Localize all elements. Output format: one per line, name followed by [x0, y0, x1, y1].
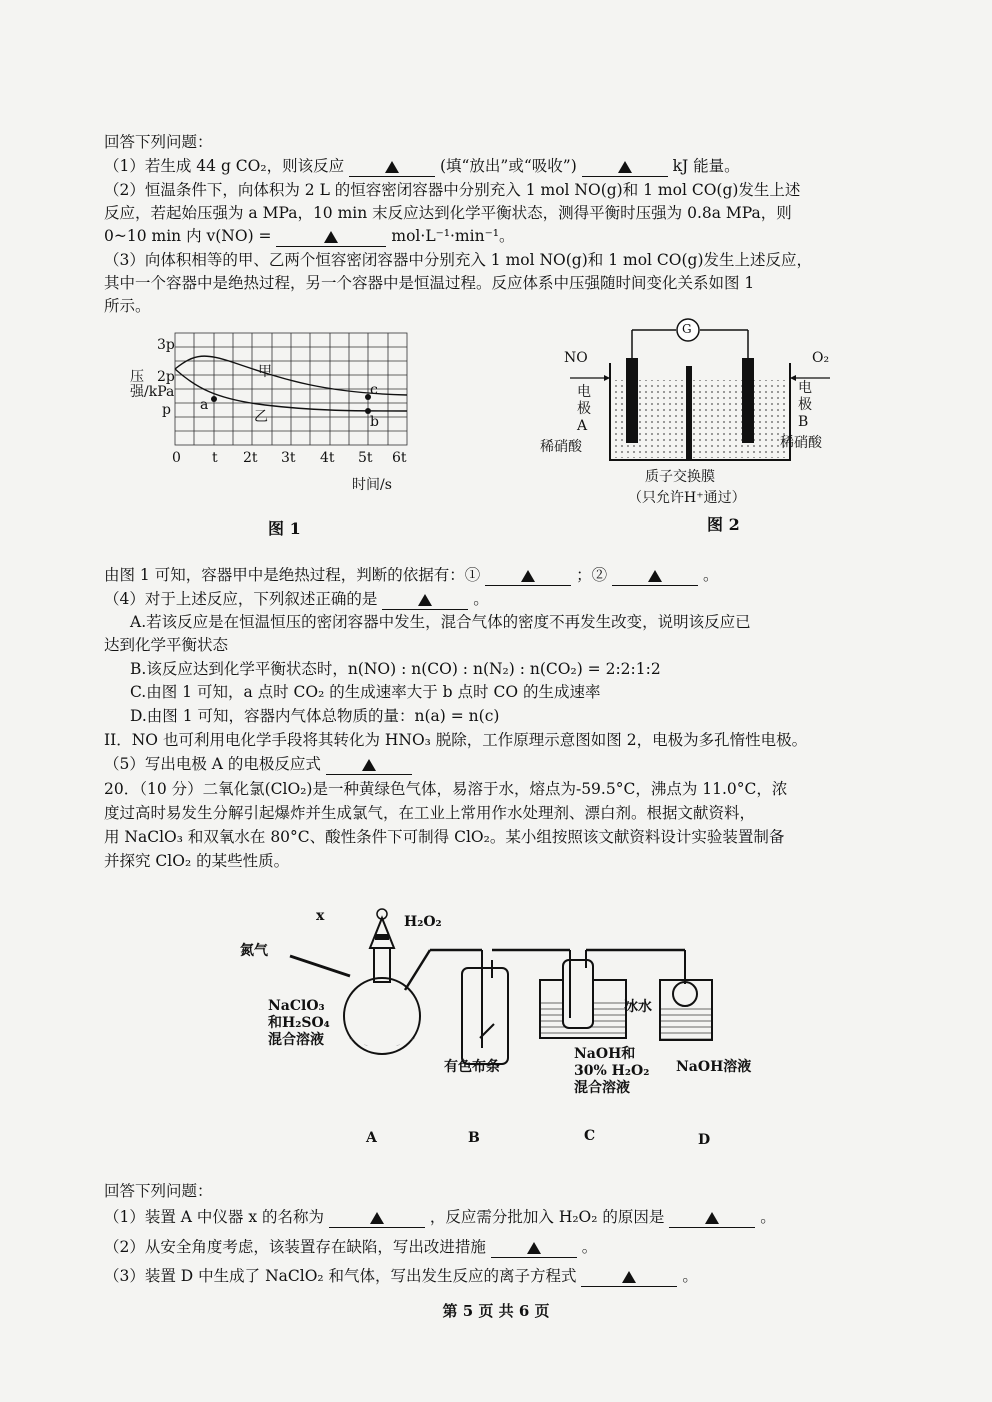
judge-line: 由图 1 可知，容器甲中是绝热过程，判断的依据有：① ；② 。	[104, 566, 719, 584]
label-b: b	[370, 414, 379, 430]
electrolyte	[615, 380, 785, 458]
membrane-label: 质子交换膜	[645, 469, 715, 485]
reagent-c-label: NaOH和 30% H₂O₂ 混合溶液	[574, 1046, 650, 1096]
electrode-a-label: 电 极 A	[577, 384, 591, 434]
question-2-line-1: （2）恒温条件下，向体积为 2 L 的恒容密闭容器中分别充入 1 mol NO(g)和 1 mol CO(g)发生上述	[104, 181, 801, 199]
proton-membrane	[686, 366, 692, 460]
page-footer: 第 5 页 共 6 页	[442, 1302, 550, 1320]
question-20-line-2: 度过高时易发生分解引起爆炸并生成氯气，在工业上常用作水处理剂、漂白剂。根据文献资料，	[104, 804, 756, 822]
apparatus-diagram	[230, 898, 790, 1078]
triangle-icon	[648, 570, 662, 582]
answer-blank[interactable]	[581, 1266, 677, 1287]
triangle-icon	[418, 594, 432, 606]
triangle-icon	[527, 1242, 541, 1254]
triangle-icon	[622, 1271, 636, 1283]
option-b: B.该反应达到化学平衡状态时，n(NO) : n(CO) : n(N₂) : n(CO₂) = 2:2:1:2	[130, 660, 661, 678]
question-4: （4）对于上述反应，下列叙述正确的是 。	[104, 590, 489, 608]
triangle-icon	[521, 570, 535, 582]
triangle-icon	[705, 1212, 719, 1224]
electrode-a	[626, 358, 638, 443]
left-solution-label: 稀硝酸	[540, 439, 582, 455]
xtick-5t: 5t	[358, 450, 373, 466]
funnel-x	[370, 918, 394, 948]
apparatus-label-c: C	[584, 1128, 596, 1144]
question-20-line-3: 用 NaClO₃ 和双氧水在 80°C、酸性条件下可制得 ClO₂。某小组按照该文献资料设计实验装置制备	[104, 828, 785, 846]
apparatus-label-b: B	[468, 1130, 480, 1146]
label-yi: 乙	[254, 409, 268, 425]
membrane-note: （只允许H⁺通过）	[628, 490, 746, 506]
label-c: c	[370, 382, 378, 398]
ice-water-label: 冰水	[624, 999, 652, 1015]
answer-blank[interactable]	[485, 565, 571, 586]
answer-blank[interactable]	[491, 1237, 577, 1258]
ytick-p: p	[162, 402, 171, 418]
apparatus-label-d: D	[698, 1132, 711, 1148]
question-2-line-2: 反应，若起始压强为 a MPa，10 min 末反应达到化学平衡状态，测得平衡时压强为 0.8a MPa，则	[104, 204, 792, 222]
option-a-line-1: A.若该反应是在恒温恒压的密闭容器中发生，混合气体的密度不再发生改变，说明该反应已	[130, 613, 751, 631]
xtick-0: 0	[172, 450, 181, 466]
meter-label: G	[682, 322, 692, 336]
right-solution-label: 稀硝酸	[780, 435, 822, 451]
electrode-b	[742, 358, 754, 443]
question-1: （1）若生成 44 g CO₂，则该反应 (填“放出”或“吸收”) kJ 能量。	[104, 157, 740, 175]
answer-blank[interactable]	[382, 589, 468, 610]
left-gas-label: NO	[564, 350, 588, 366]
flask-a	[344, 978, 420, 1054]
funnel-d	[673, 982, 697, 1006]
option-d: D.由图 1 可知，容器内气体总物质的量：n(a) = n(c)	[130, 707, 500, 725]
reagent-a-label: NaClO₃ 和H₂SO₄ 混合溶液	[268, 998, 330, 1048]
answer-blank[interactable]	[582, 156, 668, 177]
option-a-line-2: 达到化学平衡状态	[104, 636, 229, 654]
question-2-line-3: 0~10 min 内 v(NO) = mol·L⁻¹·min⁻¹。	[104, 227, 515, 245]
sub-question-1: （1）装置 A 中仪器 x 的名称为 ，反应需分批加入 H₂O₂ 的原因是 。	[104, 1208, 776, 1226]
x-axis-label: 时间/s	[352, 477, 392, 493]
electrode-b-label: 电 极 B	[798, 380, 812, 430]
apparatus-label-a: A	[366, 1130, 377, 1146]
question-20-line-1: 20．（10 分）二氧化氯(ClO₂)是一种黄绿色气体，易溶于水，熔点为-59.5°C，沸点为 11.0°C，浓	[104, 780, 788, 798]
answer-blank[interactable]	[612, 565, 698, 586]
answer-blank[interactable]	[669, 1207, 755, 1228]
triangle-icon	[618, 161, 632, 173]
answer-blank[interactable]	[349, 156, 435, 177]
part-2-text: II．NO 也可利用电化学手段将其转化为 HNO₃ 脱除，工作原理示意图如图 2，电极为多孔惰性电极。	[104, 731, 808, 749]
question-20-line-4: 并探究 ClO₂ 的某些性质。	[104, 852, 290, 870]
intro-text: 回答下列问题：	[104, 133, 213, 151]
figure-2-caption: 图 2	[707, 515, 740, 534]
sub-question-3: （3）装置 D 中生成了 NaClO₂ 和气体，写出发生反应的离子方程式 。	[104, 1267, 698, 1285]
question-3-line-1: （3）向体积相等的甲、乙两个恒容密闭容器中分别充入 1 mol NO(g)和 1 mol CO(g)发生上述反应，	[104, 251, 812, 269]
right-gas-label: O₂	[812, 350, 830, 366]
tube-c	[563, 960, 593, 1028]
xtick-t: t	[212, 450, 218, 466]
h2o2-label: H₂O₂	[404, 914, 442, 930]
point-a	[211, 396, 217, 402]
intro-2-text: 回答下列问题：	[104, 1182, 213, 1200]
sub-question-2: （2）从安全角度考虑，该装置存在缺陷，写出改进措施 。	[104, 1238, 598, 1256]
triangle-icon	[362, 759, 376, 771]
xtick-4t: 4t	[320, 450, 335, 466]
triangle-icon	[324, 231, 338, 243]
ytick-3p: 3p	[157, 337, 175, 353]
answer-blank[interactable]	[329, 1207, 425, 1228]
cloth-label: 有色布条	[444, 1059, 500, 1075]
question-3-line-3: 所示。	[104, 297, 151, 315]
bottle-b	[462, 968, 508, 1064]
x-label: x	[316, 908, 325, 924]
reagent-d-label: NaOH溶液	[676, 1059, 752, 1075]
answer-blank[interactable]	[276, 226, 386, 247]
figure-1-caption: 图 1	[268, 519, 301, 538]
xtick-2t: 2t	[243, 450, 258, 466]
ytick-2p: 2p	[157, 369, 175, 385]
option-c: C.由图 1 可知，a 点时 CO₂ 的生成速率大于 b 点时 CO 的生成速率	[130, 683, 601, 701]
xtick-3t: 3t	[281, 450, 296, 466]
nitrogen-label: 氮气	[240, 943, 268, 959]
answer-blank[interactable]	[326, 754, 412, 775]
question-3-line-2: 其中一个容器中是绝热过程，另一个容器中是恒温过程。反应体系中压强随时间变化关系如图 1	[104, 274, 755, 292]
label-jia: 甲	[258, 364, 272, 380]
triangle-icon	[370, 1212, 384, 1224]
triangle-icon	[385, 161, 399, 173]
question-5: （5）写出电极 A 的电极反应式	[104, 754, 412, 775]
y-axis-label: 压强/kPa	[130, 369, 175, 400]
xtick-6t: 6t	[392, 450, 407, 466]
label-a: a	[200, 397, 209, 413]
